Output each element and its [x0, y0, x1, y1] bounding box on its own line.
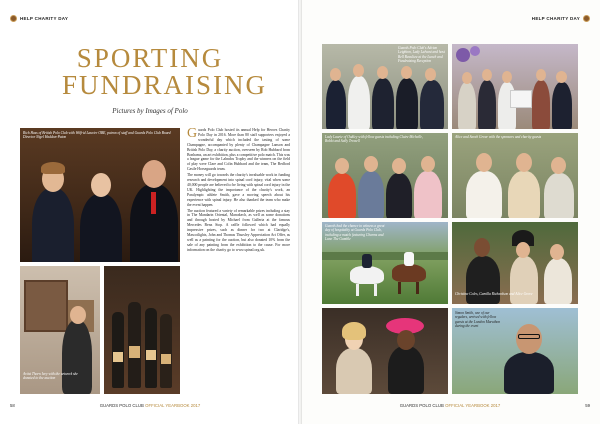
right-middle-left-caption: Lady Laurie of Oakley with fellow guests including Claire Michelle, Bobbi and Sally Trowell [325, 135, 423, 144]
right-top-caption: Guards Polo Club's Adrian Leighton, Lady Lalvani and host Bell Beaulieu at the Lunch and Fundraising Reception [398, 46, 445, 63]
article-title-line2: FUNDRAISING [62, 70, 268, 100]
photo-women-group [322, 133, 448, 218]
left-page-number: 58 [10, 403, 15, 408]
photo-three-guests [20, 128, 180, 262]
glasses [518, 334, 540, 339]
left-footer-club: GUARDS POLO CLUB [99, 403, 144, 408]
article-byline: Pictures by Images of Polo [112, 107, 188, 115]
photo-artist [20, 266, 100, 394]
right-page-number: 59 [585, 403, 590, 408]
photo-group-men [322, 44, 448, 129]
photo-woman-hat [452, 222, 578, 304]
right-footer-club: GUARDS POLO CLUB [399, 403, 444, 408]
article-body [187, 128, 290, 254]
right-page [300, 0, 600, 424]
article-title-line1: SPORTING [76, 43, 224, 73]
left-header-label: HELP CHARITY DAY [20, 16, 69, 21]
photo-champagne [104, 266, 180, 394]
left-footer-publication: OFFICIAL YEARBOOK 2017 [145, 403, 201, 408]
page-gutter [298, 0, 302, 424]
red-tie [151, 192, 156, 214]
left-bottom-caption: Artist Thorn Ivey with the artwork she donated to the auction [23, 372, 78, 381]
photo-group-lunch [452, 44, 578, 129]
right-footer-publication: OFFICIAL YEARBOOK 2017 [445, 403, 501, 408]
left-footer [100, 403, 201, 408]
right-bottom-left-caption: Christine Coles, Camilla Richardson and Alice Grove [455, 292, 533, 296]
article-paragraph-2: The money will go towards the charity's invaluable work in funding research and development into spinal cord injury, vital when some 40,000 people are believed to be living with spinal cord injury in the UK. Highlighting the importance of the charity's work, an Paralympic athlete Smith, gave a moving speech about his experience with spinal injury. He also thanked the team who make the event happen. [187, 173, 290, 207]
article-paragraph-1: uards Polo Club hosted its annual Help for Heroes Charity Polo Day in 2016. More than 80 staff supporters enjoyed a wonderful day which included the tasting of some Champagne, accompanied by plenty of Champagne Lanson and British Polo Day, a charity auction, overseen by Rob Hubbard from Bonhams, an art exhibition, plus a competitive polo match. This was a league game for the Lahndos Trophy and the winners on the field of play were Clare and Colin Hubbard and the team, The Bedford Castle Horseguards team. [187, 128, 290, 172]
photo-ladies-hats [322, 308, 448, 394]
club-crest-icon [583, 15, 590, 22]
left-main-caption: Rich Hass of British Polo Club with Wilfrid Laurier OBE, patron of staff and Guards Polo Club Board Director Nigel Haddon-Paton [23, 131, 171, 140]
right-bottom-right-caption: Simon Smith, one of our regulars, arrived with fellow guests at the London Marathon during the event [455, 311, 501, 328]
drop-cap: G [187, 126, 198, 141]
club-crest-icon [10, 15, 17, 22]
right-middle-right-caption: Alice and Sarah Grove with the sponsors and charity guests [455, 135, 542, 139]
photo-two-women [452, 133, 578, 218]
right-header-label: HELP CHARITY DAY [531, 16, 580, 21]
right-footer [400, 403, 501, 408]
left-header-tag [10, 15, 68, 22]
photo-polo-match [322, 222, 448, 304]
photo-man-glasses [452, 308, 578, 394]
right-header-tag [532, 15, 590, 22]
painting-frame [24, 280, 68, 332]
article-paragraph-3: The auction featured a variety of remarkable prizes including a stay in The Mandarin Oriental, Marrakech, as well as some donations and through hosted by Michael from Galleria at the famous Mercedes Benz Stop. A raffle followed which had equally impressive prizes, such as dinner for two at Claridge's, Mascotlights, John and Thomas Thursley Appreciation Art Offer, as well as a painting for the auction, but also donated 10% from the sale of any painting from the exhibition to the cause. For more information on the charity go to www.spinal.org.uk. [187, 208, 290, 252]
right-polo-caption: Guards had the chance to witness a great day of hospitality at Guards Polo Club, including a match featuring Charms and Lane The Gamble [325, 224, 385, 241]
